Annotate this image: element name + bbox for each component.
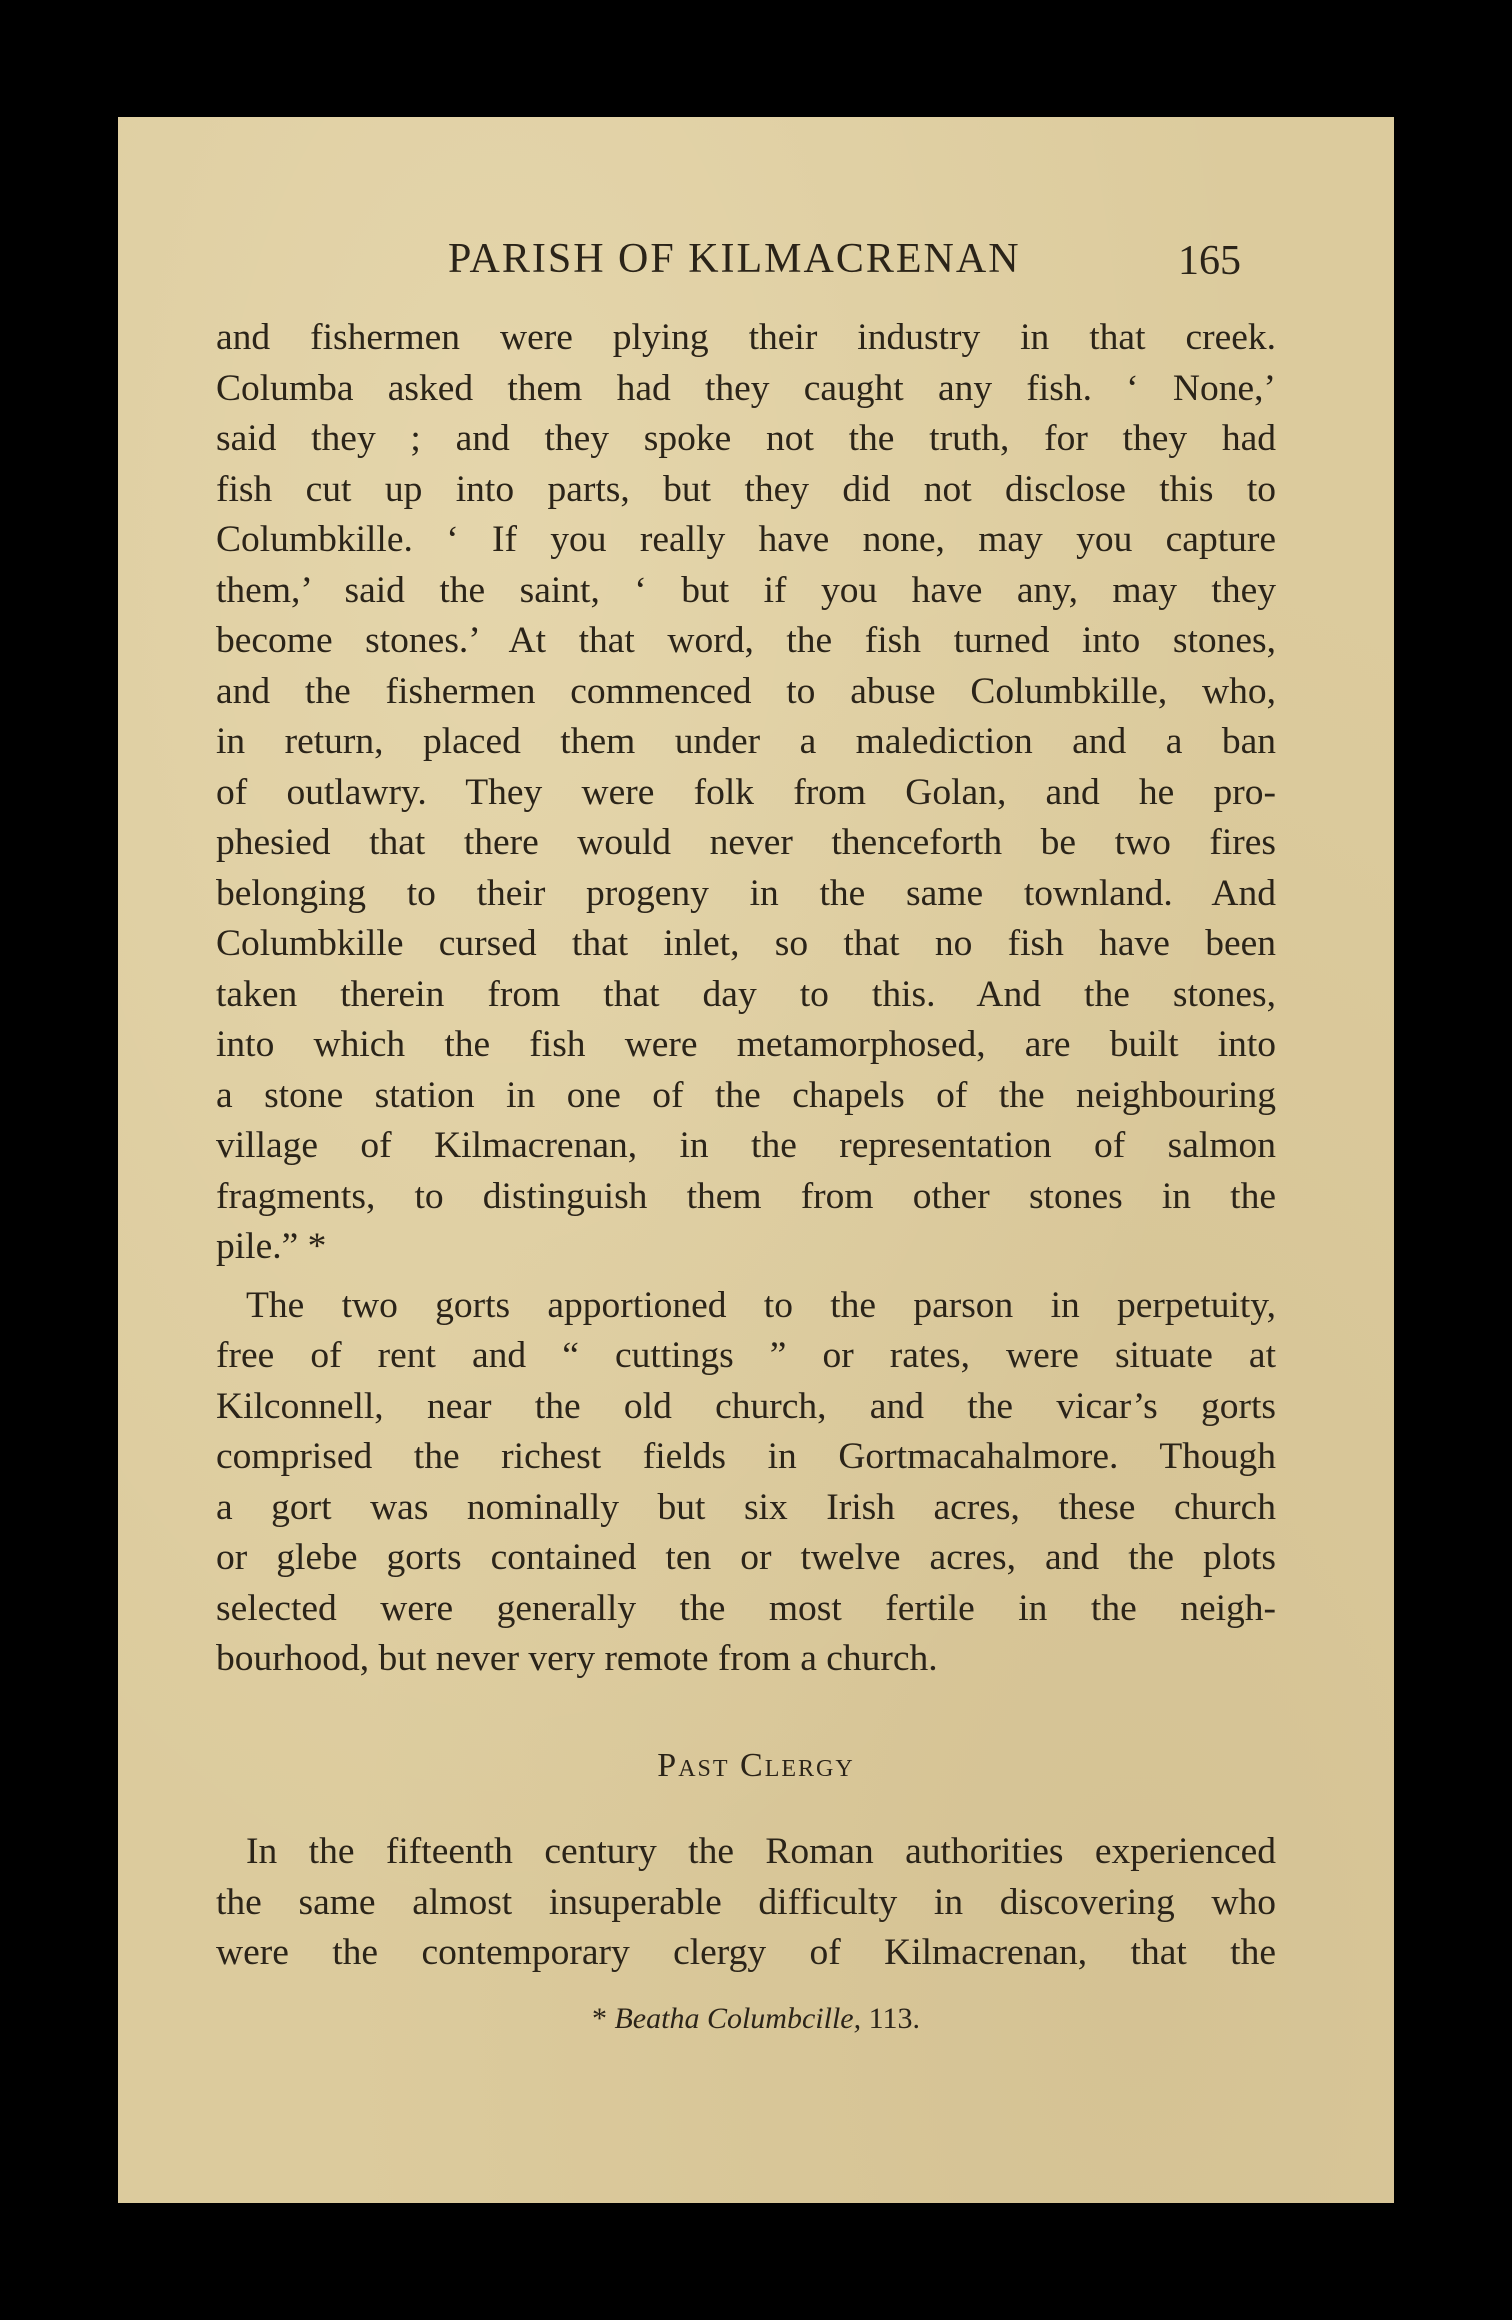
- text-line: fragments, to distinguish them from other stones in the: [216, 1175, 1276, 1217]
- text-line: a gort was nominally but six Irish acres, these church: [216, 1486, 1276, 1528]
- text-line: said they ; and they spoke not the truth, for they had: [216, 418, 1276, 459]
- text-line: taken therein from that day to this. And the stones,: [216, 973, 1276, 1015]
- text-line: fish cut up into parts, but they did not disclose this to: [216, 468, 1276, 510]
- text-line: Columbkille cursed that inlet, so that no fish have been: [216, 923, 1276, 964]
- text-line: into which the fish were metamorphosed, are built into: [216, 1024, 1276, 1065]
- text-line: The two gorts apportioned to the parson in perpetuity,: [246, 1284, 1276, 1326]
- text-line: a stone station in one of the chapels of the neighbouring: [216, 1074, 1276, 1116]
- text-line: Columba asked them had they caught any fish. ‘ None,’: [216, 367, 1276, 409]
- section-body: [216, 1827, 1276, 1979]
- text-line: pile.” *: [216, 1226, 327, 1267]
- text-line: free of rent and “ cuttings ” or rates, were situate at: [216, 1335, 1276, 1376]
- running-head: PARISH OF KILMACRENAN: [448, 236, 1021, 282]
- text-line: the same almost insuperable difficulty in discovering who: [216, 1881, 1276, 1923]
- footnote: [118, 2002, 1394, 2036]
- text-line: belonging to their progeny in the same townland. And: [216, 872, 1276, 914]
- paragraph-1: [216, 313, 1276, 1273]
- text-line: of outlawry. They were folk from Golan, and he pro-: [216, 771, 1276, 813]
- paragraph-gap: [216, 1273, 1276, 1281]
- text-line: Columbkille. ‘ If you really have none, may you capture: [216, 519, 1276, 560]
- text-line: become stones.’ At that word, the fish turned into stones,: [216, 620, 1276, 661]
- book-page: [118, 117, 1394, 2203]
- page-header: [118, 235, 1394, 295]
- text-line: were the contemporary clergy of Kilmacrenan, that the: [216, 1932, 1276, 1973]
- footnote-title: Beatha Columbcille,: [614, 2002, 862, 2035]
- text-line: Kilconnell, near the old church, and the vicar’s gorts: [216, 1385, 1276, 1427]
- text-line: and fishermen were plying their industry in that creek.: [216, 317, 1276, 358]
- body-text: [216, 313, 1276, 1685]
- text-line: phesied that there would never thenceforth be two fires: [216, 822, 1276, 863]
- text-line: and the fishermen commenced to abuse Columbkille, who,: [216, 670, 1276, 712]
- text-line: village of Kilmacrenan, in the representation of salmon: [216, 1125, 1276, 1166]
- page-number: 165: [1178, 238, 1241, 284]
- text-line: selected were generally the most fertile in the neigh-: [216, 1587, 1276, 1629]
- text-line: bourhood, but never very remote from a church.: [216, 1638, 938, 1679]
- text-line: them,’ said the saint, ‘ but if you have any, may they: [216, 569, 1276, 611]
- paragraph-2: [216, 1281, 1276, 1685]
- text-line: In the fifteenth century the Roman authorities experienced: [246, 1831, 1276, 1872]
- footnote-marker: *: [591, 2002, 607, 2035]
- text-line: comprised the richest fields in Gortmacahalmore. Though: [216, 1436, 1276, 1477]
- footnote-page: 113.: [868, 2002, 920, 2035]
- text-line: in return, placed them under a malediction and a ban: [216, 721, 1276, 762]
- section-heading: Past Clergy: [657, 1747, 855, 1784]
- text-line: or glebe gorts contained ten or twelve acres, and the plots: [216, 1537, 1276, 1578]
